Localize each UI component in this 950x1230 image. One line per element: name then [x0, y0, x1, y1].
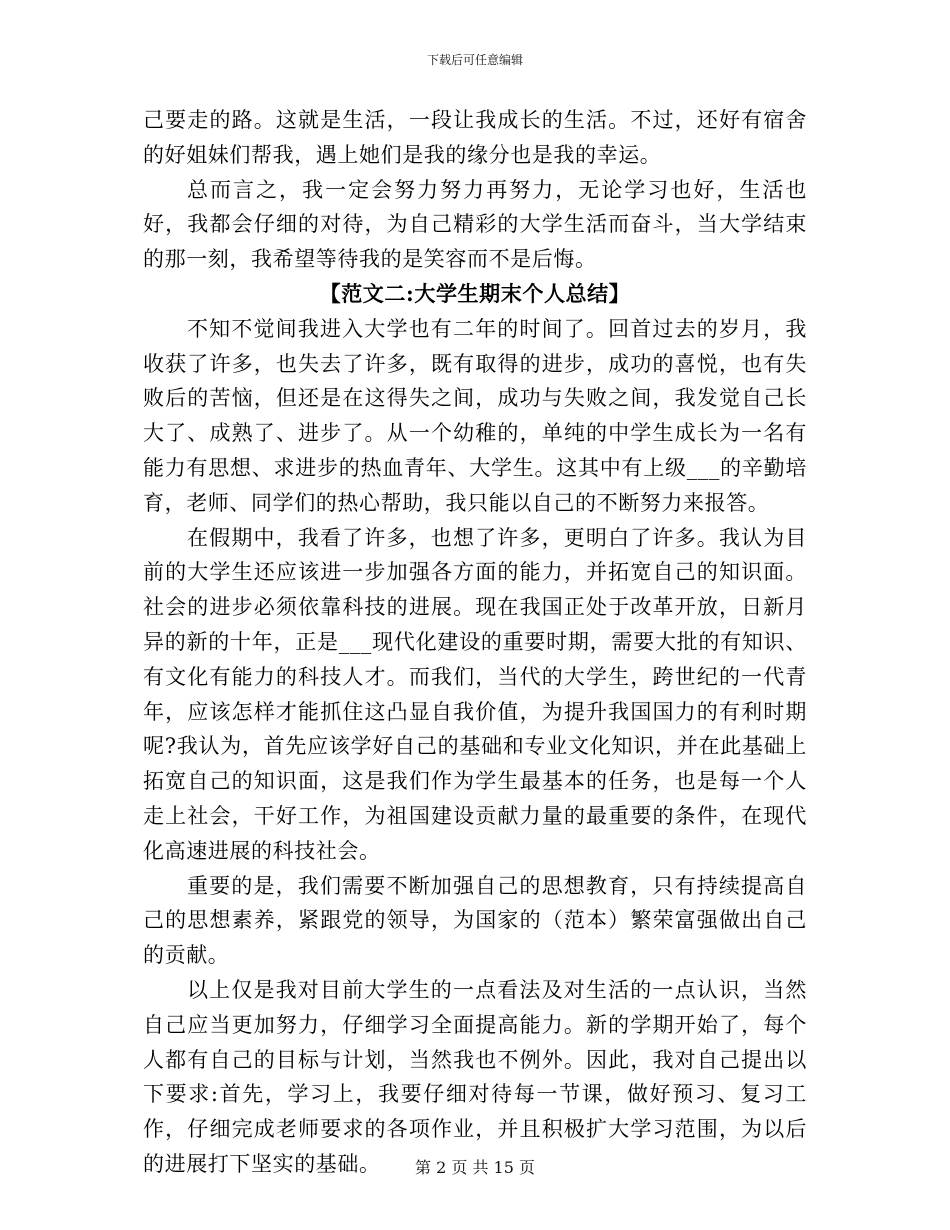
paragraph-conclusion: 总而言之，我一定会努力努力再努力，无论学习也好，生活也好，我都会仔细的对待，为自己精彩的大学生活而奋斗，当大学结束的那一刻，我希望等待我的是笑容而不是后悔。: [143, 177, 807, 272]
page-footer: 第 2 页 共 15 页: [415, 1158, 535, 1177]
paragraph-plan: 以上仅是我对目前大学生的一点看法及对生活的一点认识，当然自己应当更加努力，仔细学习全面提高能力。新的学期开始了，每个人都有自己的目标与计划，当然我也不例外。因此，我对自己提出以下要求:首先，学习上，我要仔细对待每一节课，做好预习、复习工作，仔细完成老师要求的各项作业，并且积极扩大学习范围，为以后的进展打下坚实的基础。: [143, 977, 807, 1176]
document-body: [143, 103, 807, 1182]
paragraph-ideology: 重要的是，我们需要不断加强自己的思想教育，只有持续提高自己的思想素养，紧跟党的领导，为国家的（范本）繁荣富强做出自己的贡献。: [143, 873, 807, 968]
page-header: 下载后可任意编辑: [426, 53, 523, 67]
paragraph-continuation: 己要走的路。这就是生活，一段让我成长的生活。不过，还好有宿舍的好姐妹们帮我，遇上她们是我的缘分也是我的幸运。: [143, 108, 807, 167]
section-heading: 【范文二:大学生期末个人总结】: [319, 280, 631, 306]
paragraph-intro: 不知不觉间我进入大学也有二年的时间了。回首过去的岁月，我收获了许多，也失去了许多，既有取得的进步，成功的喜悦，也有失败后的苦恼，但还是在这得失之间，成功与失败之间，我发觉自己长大了、成熟了、进步了。从一个幼稚的，单纯的中学生成长为一名有能力有思想、求进步的热血青年、大学生。这其中有上级___的辛勤培育，老师、同学们的热心帮助，我只能以自己的不断努力来报答。: [143, 316, 807, 515]
paragraph-holiday: 在假期中，我看了许多，也想了许多，更明白了许多。我认为目前的大学生还应该进一步加强各方面的能力，并拓宽自己的知识面。社会的进步必须依靠科技的进展。现在我国正处于改革开放，日新月异的新的十年，正是___现代化建设的重要时期，需要大批的有知识、有文化有能力的科技人才。而我们，当代的大学生，跨世纪的一代青年，应该怎样才能抓住这凸显自我价值，为提升我国国力的有利时期呢?我认为，首先应该学好自己的基础和专业文化知识，并在此基础上拓宽自己的知识面，这是我们作为学生最基本的任务，也是每一个人走上社会，干好工作，为祖国建设贡献力量的最重要的条件，在现代化高速进展的科技社会。: [143, 525, 807, 863]
